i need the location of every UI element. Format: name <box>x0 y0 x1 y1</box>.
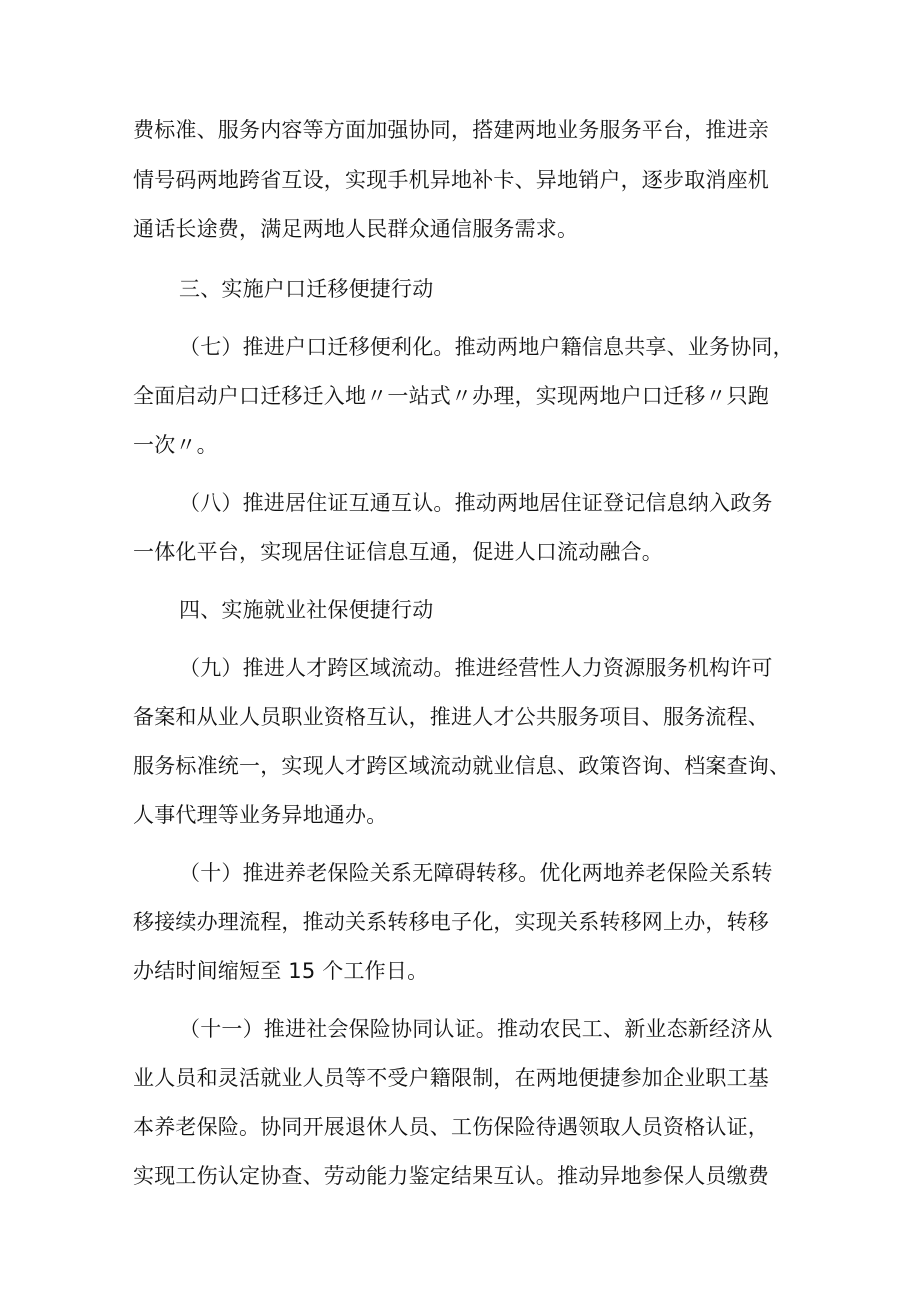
paragraph-line: 实现工伤认定协查、劳动能力鉴定结果互认。推动异地参保人员缴费 <box>133 1164 769 1188</box>
paragraph-line: 全面启动户口迁移迁入地〃一站式〃办理，实现两地户口迁移〃只跑 <box>133 384 769 408</box>
paragraph-line: 业人员和灵活就业人员等不受户籍限制，在两地便捷参加企业职工基 <box>133 1066 769 1090</box>
section-heading: 三、实施户口迁移便捷行动 <box>179 277 434 301</box>
paragraph-line: 一体化平台，实现居住证信息互通，促进人口流动融合。 <box>133 540 663 564</box>
paragraph-line: 情号码两地跨省互设，实现手机异地补卡、异地销户，逐步取消座机 <box>133 168 769 192</box>
paragraph-line: 本养老保险。协同开展退休人员、工伤保险待遇领取人员资格认证， <box>133 1115 769 1139</box>
paragraph-line: （八）推进居住证互通互认。推动两地居住证登记信息纳入政务 <box>179 491 773 515</box>
paragraph-line: 费标准、服务内容等方面加强协同，搭建两地业务服务平台，推进亲 <box>133 118 769 142</box>
paragraph-line: 人事代理等业务异地通办。 <box>133 803 388 827</box>
paragraph-line: 移接续办理流程，推动关系转移电子化，实现关系转移网上办，转移 <box>133 910 769 934</box>
paragraph-line: 办结时间缩短至 15 个工作日。 <box>133 959 429 983</box>
section-heading: 四、实施就业社保便捷行动 <box>179 598 434 622</box>
paragraph-line: 一次〃。 <box>133 433 218 457</box>
paragraph-line: 服务标准统一，实现人才跨区域流动就业信息、政策咨询、档案查询、 <box>133 754 791 778</box>
paragraph-line: 通话长途费，满足两地人民群众通信服务需求。 <box>133 217 579 241</box>
paragraph-line: （七）推进户口迁移便利化。推动两地户籍信息共享、业务协同， <box>179 335 794 359</box>
paragraph-line: （十）推进养老保险关系无障碍转移。优化两地养老保险关系转 <box>179 861 773 885</box>
paragraph-line: （九）推进人才跨区域流动。推进经营性人力资源服务机构许可 <box>179 656 773 680</box>
paragraph-line: （十一）推进社会保险协同认证。推动农民工、新业态新经济从 <box>179 1017 773 1041</box>
paragraph-line: 备案和从业人员职业资格互认，推进人才公共服务项目、服务流程、 <box>133 705 769 729</box>
